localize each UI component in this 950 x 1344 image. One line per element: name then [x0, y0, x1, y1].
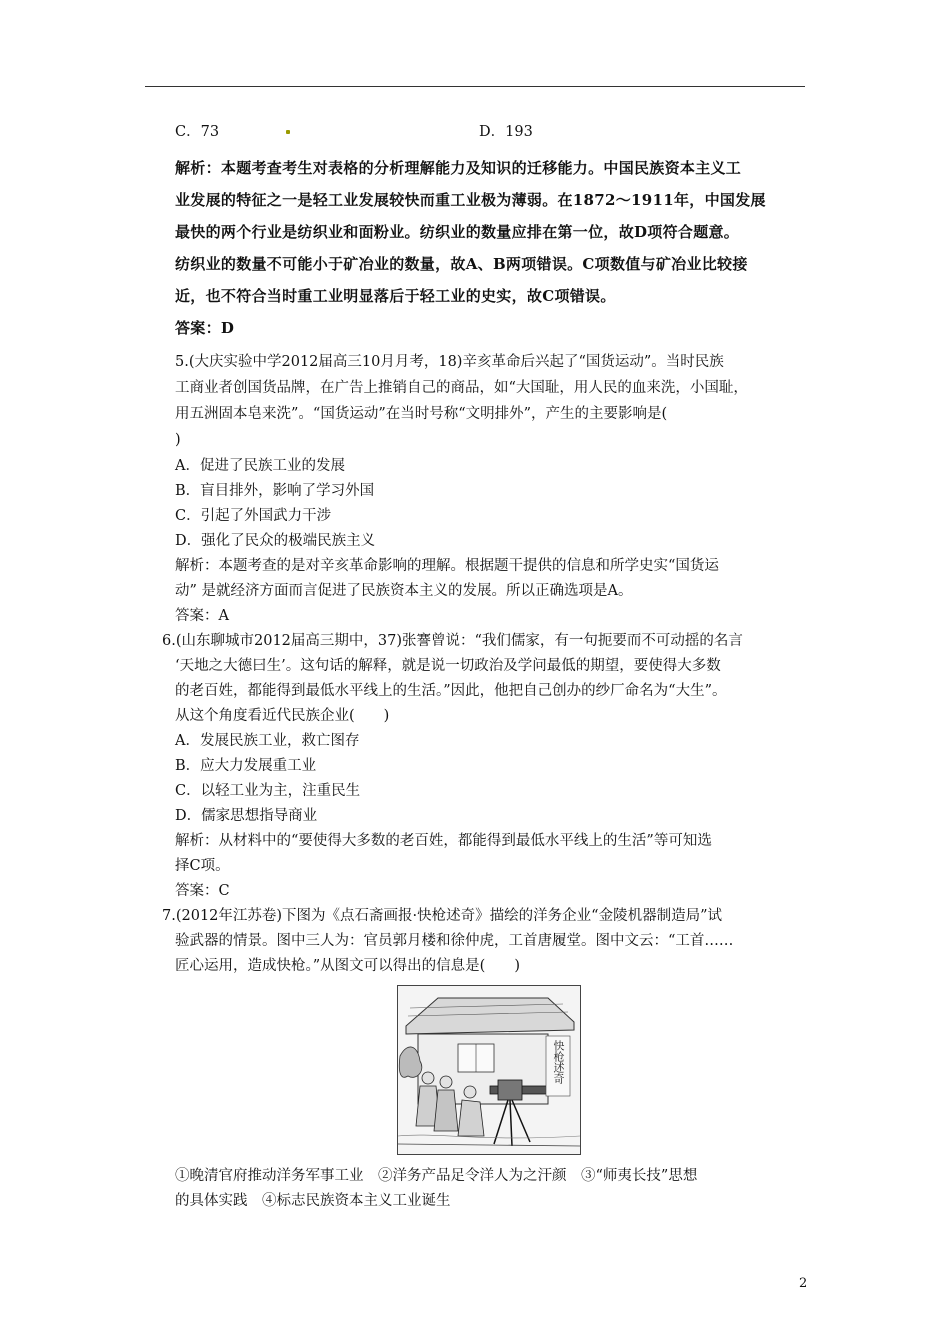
q6-stem-line: 的老百姓，都能得到最低水平线上的生活。”因此，他把自己创办的纱厂命名为“大生”。 [175, 683, 727, 699]
q5-option-a: A．促进了民族工业的发展 [175, 458, 345, 474]
q7-stem-line: 7.(2012年江苏卷)下图为《点石斋画报·快枪述奇》描绘的洋务企业“金陵机器制造局”试 [162, 908, 722, 924]
q5-analysis-line: 动” 是就经济方面而言促进了民族资本主义的发展。所以正确选项是A。 [175, 583, 633, 599]
q6-stem-line: 6.(山东聊城市2012届高三期中，37)张謇曾说：“我们儒家，有一句扼要而不可动摇的名言 [162, 633, 743, 649]
q6-option-c: C．以轻工业为主，注重民生 [175, 783, 361, 799]
q4-analysis-line: 纺织业的数量不可能小于矿冶业的数量，故A、B两项错误。C项数值与矿冶业比较接 [175, 255, 748, 273]
q5-answer: 答案：A [175, 608, 229, 624]
q6-analysis-line: 择C项。 [175, 858, 230, 874]
q6-option-b: B．应大力发展重工业 [175, 758, 317, 774]
q6-option-d: D．儒家思想指导商业 [175, 808, 318, 824]
q7-item-line: ①晚清官府推动洋务军事工业 ②洋务产品足令洋人为之汗颜 ③“师夷长技”思想 [175, 1168, 698, 1184]
q5-stem-line: 用五洲固本皂来洗”。“国货运动”在当时号称“文明排外”，产生的主要影响是( [175, 406, 668, 422]
option-c: C．73 [175, 124, 220, 140]
illustration-caption: 快枪述奇 [552, 1040, 565, 1084]
q4-answer: 答案：D [175, 319, 235, 337]
q5-option-d: D．强化了民众的极端民族主义 [175, 533, 376, 549]
q7-stem-line: 匠心运用，造成快枪。”从图文可以得出的信息是( ) [175, 958, 520, 974]
q6-stem-line: ‘天地之大德曰生’。这句话的解释，就是说一切政治及学问最低的期望，要使得大多数 [175, 658, 721, 674]
q5-stem-line: 5.(大庆实验中学2012届高三10月月考，18)辛亥革命后兴起了“国货运动”。当时民族 [175, 354, 724, 370]
q6-option-a: A．发展民族工业，救亡图存 [175, 733, 360, 749]
q5-option-b: B．盲目排外，影响了学习外国 [175, 483, 375, 499]
header-rule [145, 86, 805, 87]
q6-analysis-line: 解析：从材料中的“要使得大多数的老百姓，都能得到最低水平线上的生活”等可知选 [175, 833, 712, 849]
q4-analysis-line: 近，也不符合当时重工业明显落后于轻工业的史实，故C项错误。 [175, 287, 616, 305]
q6-stem-line: 从这个角度看近代民族企业( ) [175, 708, 390, 724]
q4-analysis-line: 业发展的特征之一是轻工业发展较快而重工业极为薄弱。在1872～1911年，中国发展 [175, 191, 766, 209]
q7-stem-line: 验武器的情景。图中三人为：官员郭月楼和徐仲虎，工首唐履堂。图中文云：“工首…… [175, 933, 734, 949]
illustration-rifle-testing [397, 985, 581, 1155]
page-number: 2 [799, 1276, 808, 1291]
q4-analysis-line: 最快的两个行业是纺织业和面粉业。纺织业的数量应排在第一位，故D项符合题意。 [175, 223, 740, 241]
stray-mark [286, 130, 290, 134]
q6-answer: 答案：C [175, 883, 230, 899]
q7-item-line: 的具体实践 ④标志民族资本主义工业诞生 [175, 1193, 451, 1209]
q5-stem-line: 工商业者创国货品牌，在广告上推销自己的商品，如“大国耻，用人民的血来洗，小国耻， [175, 380, 748, 396]
q5-analysis-line: 解析：本题考查的是对辛亥革命影响的理解。根据题干提供的信息和所学史实“国货运 [175, 558, 719, 574]
engraving-drawing [398, 986, 580, 1154]
option-d: D．193 [479, 124, 533, 140]
q5-stem-line: ) [175, 432, 181, 448]
q4-analysis-line: 解析：本题考查考生对表格的分析理解能力及知识的迁移能力。中国民族资本主义工 [175, 159, 742, 177]
q5-option-c: C．引起了外国武力干涉 [175, 508, 332, 524]
